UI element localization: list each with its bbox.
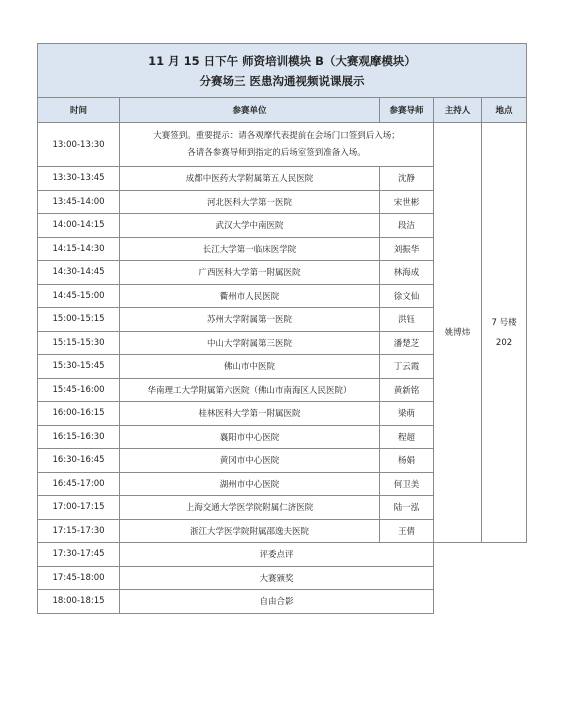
unit-cell: 湖州市中心医院 <box>120 472 380 496</box>
checkin-note <box>120 123 434 167</box>
location-room: 202 <box>495 337 513 348</box>
time-cell: 16:30-16:45 <box>38 449 120 473</box>
mentor-cell: 林海成 <box>380 261 434 285</box>
unit-cell: 河北医科大学第一医院 <box>120 190 380 214</box>
header-host: 主持人 <box>434 98 482 123</box>
time-cell: 15:45-16:00 <box>38 378 120 402</box>
schedule-sheet <box>37 43 526 614</box>
mentor-cell: 程超 <box>380 425 434 449</box>
mentor-cell: 丁云霞 <box>380 355 434 379</box>
event-cell: 大赛颁奖 <box>120 566 434 590</box>
time-cell: 15:30-15:45 <box>38 355 120 379</box>
time-cell: 14:30-14:45 <box>38 261 120 285</box>
unit-cell: 浙江大学医学院附属邵逸夫医院 <box>120 519 380 543</box>
unit-cell: 上海交通大学医学院附属仁济医院 <box>120 496 380 520</box>
event-cell: 自由合影 <box>120 590 434 614</box>
mentor-cell: 黄新铭 <box>380 378 434 402</box>
time-cell: 17:30-17:45 <box>38 543 120 567</box>
table-row <box>38 566 527 590</box>
mentor-cell: 潘楚芝 <box>380 331 434 355</box>
unit-cell: 武汉大学中南医院 <box>120 214 380 238</box>
time-cell: 15:00-15:15 <box>38 308 120 332</box>
note-line-1: 大赛签到。重要提示：请各观摩代表提前在会场门口签到后入场； <box>153 130 400 141</box>
unit-cell: 中山大学附属第三医院 <box>120 331 380 355</box>
mentor-cell: 沈静 <box>380 167 434 191</box>
header-unit: 参赛单位 <box>120 98 380 123</box>
time-cell: 15:15-15:30 <box>38 331 120 355</box>
mentor-cell: 陆一泓 <box>380 496 434 520</box>
time-cell: 18:00-18:15 <box>38 590 120 614</box>
host-cell: 姚博炜 <box>434 123 482 543</box>
table-row <box>38 543 527 567</box>
time-cell: 14:45-15:00 <box>38 284 120 308</box>
time-cell: 13:30-13:45 <box>38 167 120 191</box>
mentor-cell: 徐文仙 <box>380 284 434 308</box>
mentor-cell: 宋世彬 <box>380 190 434 214</box>
header-time: 时间 <box>38 98 120 123</box>
unit-cell: 成都中医药大学附属第五人民医院 <box>120 167 380 191</box>
title-line-2: 分赛场三 医患沟通视频说课展示 <box>199 73 365 88</box>
unit-cell: 衢州市人民医院 <box>120 284 380 308</box>
time-cell: 17:45-18:00 <box>38 566 120 590</box>
unit-cell: 华南理工大学附属第六医院（佛山市南海区人民医院） <box>120 378 380 402</box>
time-cell: 13:00-13:30 <box>38 123 120 167</box>
unit-cell: 黄冈市中心医院 <box>120 449 380 473</box>
header-mentor: 参赛导师 <box>380 98 434 123</box>
time-cell: 16:15-16:30 <box>38 425 120 449</box>
unit-cell: 佛山市中医院 <box>120 355 380 379</box>
event-cell: 评委点评 <box>120 543 434 567</box>
header-row <box>38 98 527 123</box>
note-line-2: 各请各参赛导师到指定的后场室签到准备入场。 <box>187 147 366 158</box>
header-location: 地点 <box>482 98 527 123</box>
table-row <box>38 123 527 167</box>
table-row <box>38 590 527 614</box>
unit-cell: 苏州大学附属第一医院 <box>120 308 380 332</box>
unit-cell: 桂林医科大学第一附属医院 <box>120 402 380 426</box>
title-line-1: 11 月 15 日下午 师资培训模块 B（大赛观摩模块） <box>148 53 416 68</box>
mentor-cell: 杨娟 <box>380 449 434 473</box>
location-cell <box>482 123 527 543</box>
mentor-cell: 王倩 <box>380 519 434 543</box>
time-cell: 14:00-14:15 <box>38 214 120 238</box>
time-cell: 17:00-17:15 <box>38 496 120 520</box>
time-cell: 14:15-14:30 <box>38 237 120 261</box>
location-building: 7 号楼 <box>491 317 517 328</box>
time-cell: 16:00-16:15 <box>38 402 120 426</box>
time-cell: 16:45-17:00 <box>38 472 120 496</box>
unit-cell: 广西医科大学第一附属医院 <box>120 261 380 285</box>
schedule-table <box>37 43 527 614</box>
mentor-cell: 段洁 <box>380 214 434 238</box>
time-cell: 17:15-17:30 <box>38 519 120 543</box>
schedule-title <box>38 44 527 98</box>
mentor-cell: 梁萌 <box>380 402 434 426</box>
mentor-cell: 洪钰 <box>380 308 434 332</box>
unit-cell: 长江大学第一临床医学院 <box>120 237 380 261</box>
unit-cell: 襄阳市中心医院 <box>120 425 380 449</box>
mentor-cell: 何卫美 <box>380 472 434 496</box>
mentor-cell: 刘振华 <box>380 237 434 261</box>
time-cell: 13:45-14:00 <box>38 190 120 214</box>
